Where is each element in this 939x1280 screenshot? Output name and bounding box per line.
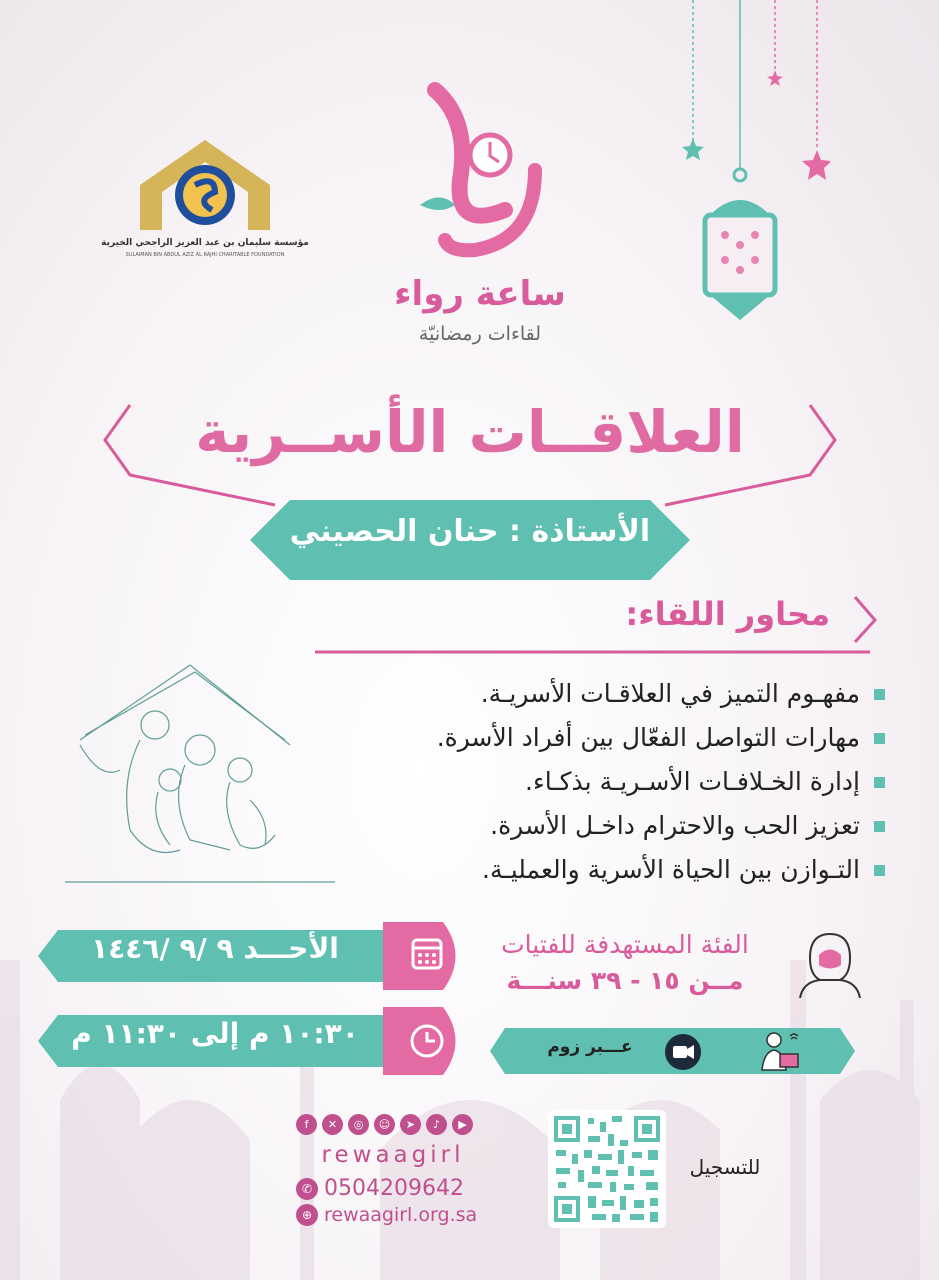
bullet-icon	[874, 777, 885, 788]
foundation-name: مؤسسة سليمان بن عبد العزيز الراجحي الخيرية	[101, 238, 309, 248]
website-row[interactable]	[296, 1204, 477, 1226]
bullet-icon	[874, 733, 885, 744]
topics-heading: محاور اللقاء:	[625, 595, 830, 633]
register-label: للتسجيل	[689, 1155, 761, 1179]
rewaa-logo	[415, 80, 545, 270]
list-item	[355, 804, 885, 848]
lantern-decoration	[680, 0, 830, 330]
list-item	[355, 760, 885, 804]
foundation-name-english: SULAIMAN BIN ABDUL AZIZ AL RAJHI CHARITABLE FOUNDATION	[125, 252, 285, 258]
event-date: الأحـــد ٩ /٩ /١٤٤٦	[91, 932, 339, 965]
brand-title: ساعة رواء	[394, 274, 566, 314]
list-item	[355, 848, 885, 892]
phone-row[interactable]	[296, 1176, 464, 1201]
facebook-icon[interactable]: f	[296, 1114, 317, 1135]
bullet-icon	[874, 865, 885, 876]
bullet-icon	[874, 821, 885, 832]
speaker-name: الأستاذة : حنان الحصيني	[289, 514, 651, 549]
topic-text: مهارات التواصل الفعّال بين أفراد الأسرة.	[436, 723, 860, 752]
social-icons-row	[296, 1114, 473, 1135]
social-handle[interactable]: rewaagirl	[321, 1142, 465, 1168]
video-camera-icon	[665, 1034, 701, 1070]
target-audience-title: الفئة المستهدفة للفتيات	[501, 930, 749, 959]
snapchat-icon[interactable]: ☺	[374, 1114, 395, 1135]
topic-text: تعزيز الحب والاحترام داخـل الأسرة.	[490, 811, 860, 840]
bullet-icon	[874, 689, 885, 700]
event-time: ١٠:٣٠ م إلى ١١:٣٠ م	[71, 1017, 359, 1050]
x-icon[interactable]: ✕	[322, 1114, 343, 1135]
telegram-icon[interactable]: ➤	[400, 1114, 421, 1135]
zoom-label: عـــبر زوم	[547, 1037, 633, 1057]
topic-text: إدارة الخـلافـات الأسـريـة بذكـاء.	[525, 767, 860, 796]
family-illustration	[60, 660, 340, 890]
instagram-icon[interactable]: ◎	[348, 1114, 369, 1135]
woman-icon	[795, 930, 865, 1000]
tiktok-icon[interactable]: ♪	[426, 1114, 447, 1135]
whatsapp-icon: ✆	[296, 1178, 318, 1200]
topic-text: مفهـوم التميز في العلاقـات الأسريـة.	[480, 679, 860, 708]
list-item	[355, 672, 885, 716]
online-learner-icon	[758, 1030, 802, 1072]
brand-subtitle: لقاءات رمضانيّة	[418, 323, 542, 345]
event-title: العلاقــات الأســرية	[195, 398, 745, 466]
youtube-icon[interactable]: ▶	[452, 1114, 473, 1135]
registration-qr-code[interactable]	[548, 1110, 666, 1228]
topic-text: التـوازن بين الحياة الأسرية والعمليـة.	[482, 855, 860, 884]
list-item	[355, 716, 885, 760]
target-age-range: مــن ١٥ - ٣٩ سنـــة	[506, 966, 744, 995]
phone-number[interactable]: 0504209642	[324, 1176, 464, 1201]
globe-icon: ⊕	[296, 1204, 318, 1226]
website-link[interactable]: rewaagirl.org.sa	[324, 1204, 478, 1226]
topics-list	[355, 672, 885, 892]
